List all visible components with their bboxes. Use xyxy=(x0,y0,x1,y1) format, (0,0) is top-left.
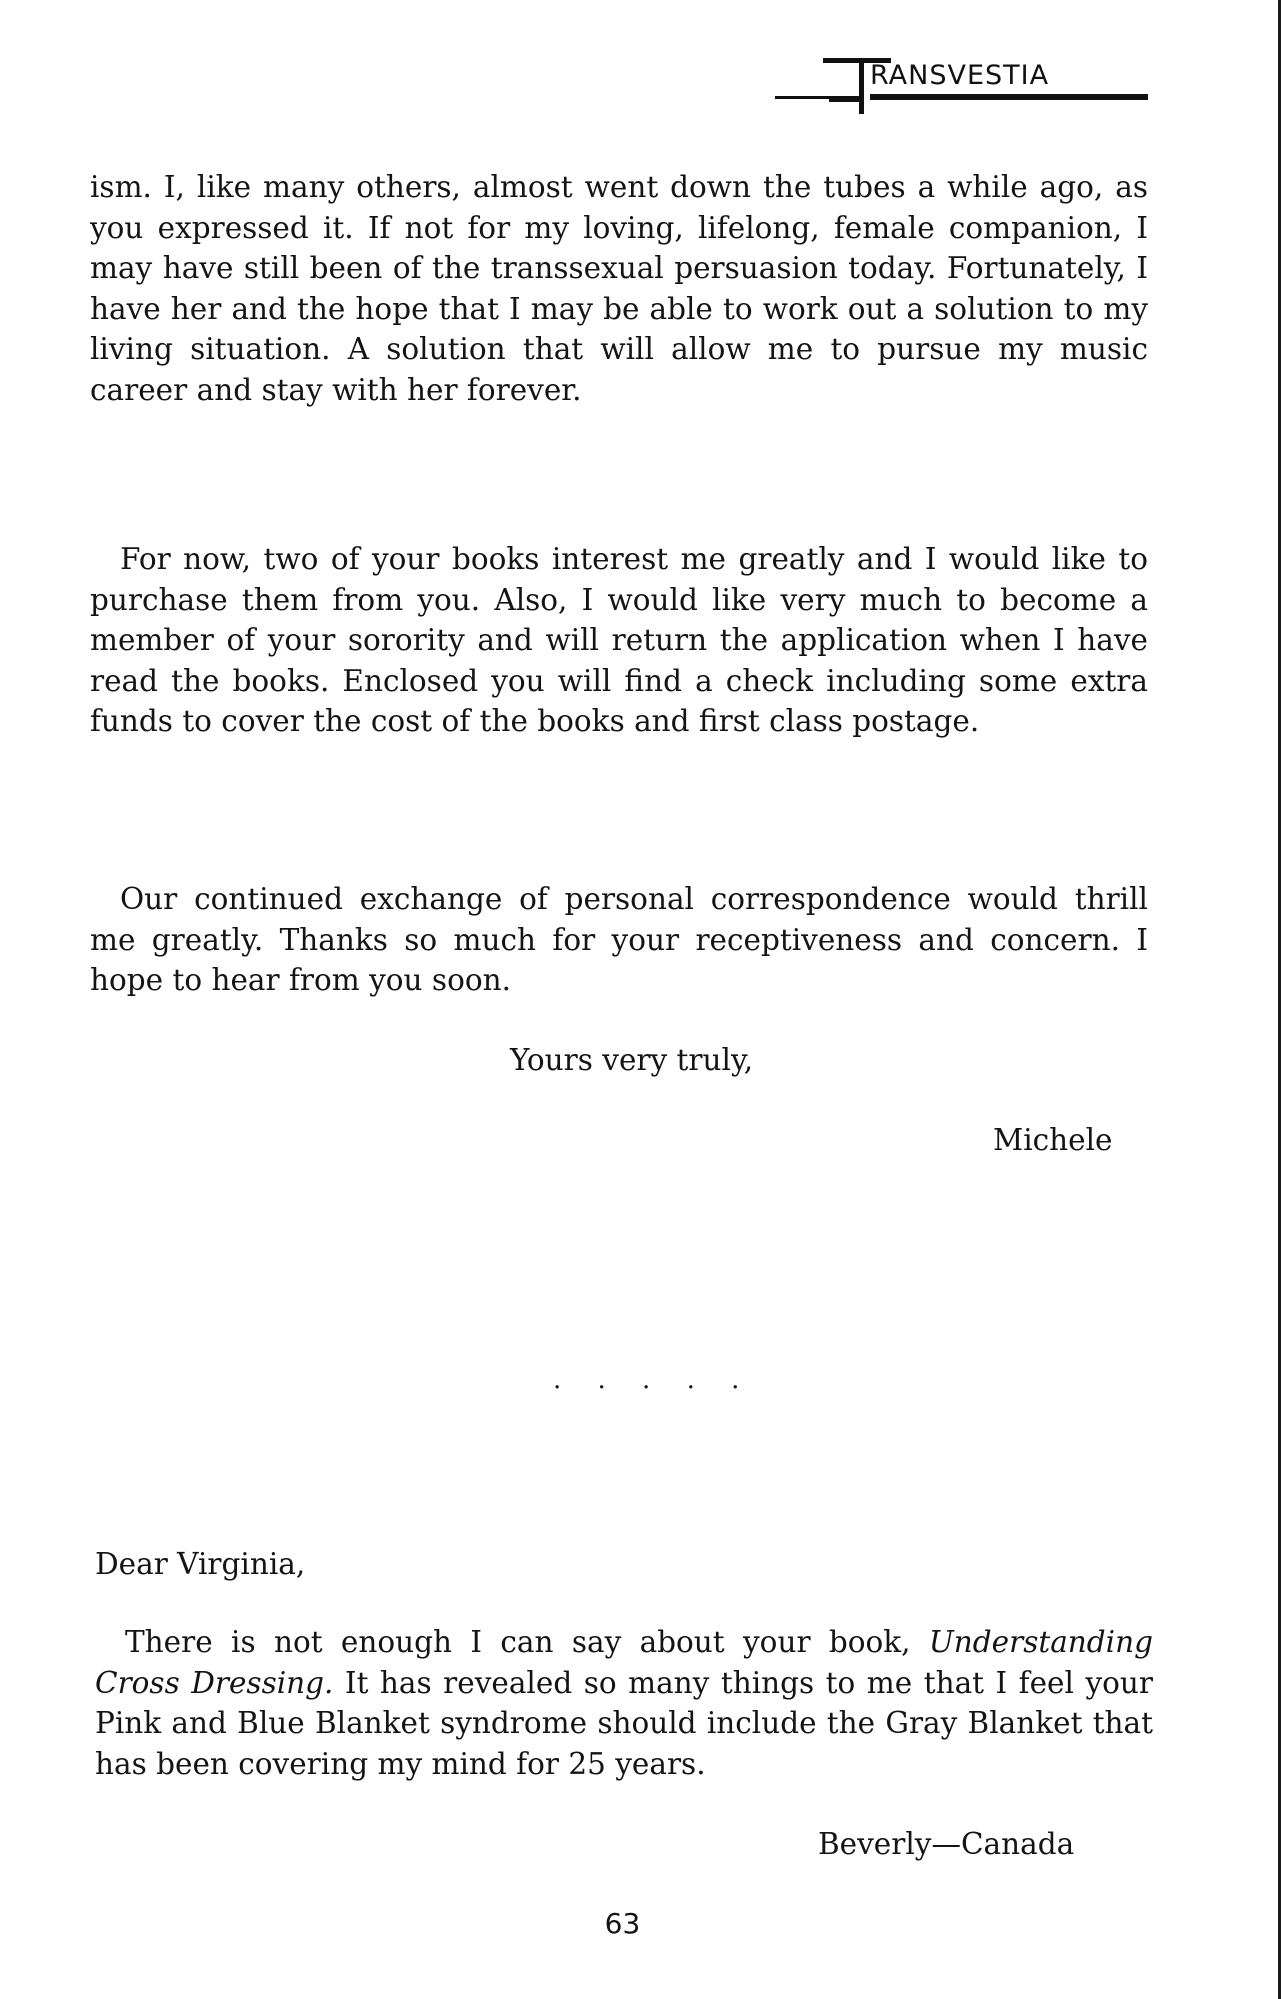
letter-1-paragraph-1: ism. I, like many others, almost went down the tubes a while ago, as you expressed it. If not for my loving, lifelong, female companion, I may have still been of the transsexual persuasion today. Fortunately, I have her and the hope that I may be able to work out a solution to my living situation. A solution that will allow me to pursue my music career and stay with her forever. xyxy=(90,170,1148,407)
book-title: Understanding Cross Dressing. xyxy=(95,1625,1153,1700)
logo-rule-right xyxy=(870,94,1148,100)
letter-2-paragraph xyxy=(95,1622,1153,1784)
letter-1-paragraph-2: For now, two of your books interest me greatly and I would like to purchase them from you. Also, I would like very much to become a member of your sorority and will return the application when I have read the books. Enclosed you will find a check including some extra funds to cover the cost of the books and first class postage. xyxy=(90,542,1148,738)
section-divider: . . . . . xyxy=(553,1365,754,1395)
logo-rule-left xyxy=(775,96,857,99)
letter-1-signature: Michele xyxy=(993,1123,1113,1157)
letter-1-paragraph-3: Our continued exchange of personal correspondence would thrill me greatly. Thanks so much for your receptiveness and concern. I hope to hear from you soon. xyxy=(90,882,1148,997)
letter-2-paragraph-start: There is not enough I can say about your book, xyxy=(125,1625,929,1659)
letter-2-signature: Beverly—Canada xyxy=(818,1827,1075,1861)
logo-t-stem xyxy=(859,58,864,114)
letter-1-closing: Yours very truly, xyxy=(510,1043,754,1077)
letter-2-salutation: Dear Virginia, xyxy=(95,1547,306,1581)
transvestia-logo xyxy=(775,52,1150,122)
page-number: 63 xyxy=(604,1907,641,1940)
letter-2-paragraph-end: It has revealed so many things to me that I feel your Pink and Blue Blanket syndrome should include the Gray Blanket that has been covering my mind for 25 years. xyxy=(95,1665,1153,1781)
logo-text: RANSVESTIA xyxy=(870,60,1050,91)
